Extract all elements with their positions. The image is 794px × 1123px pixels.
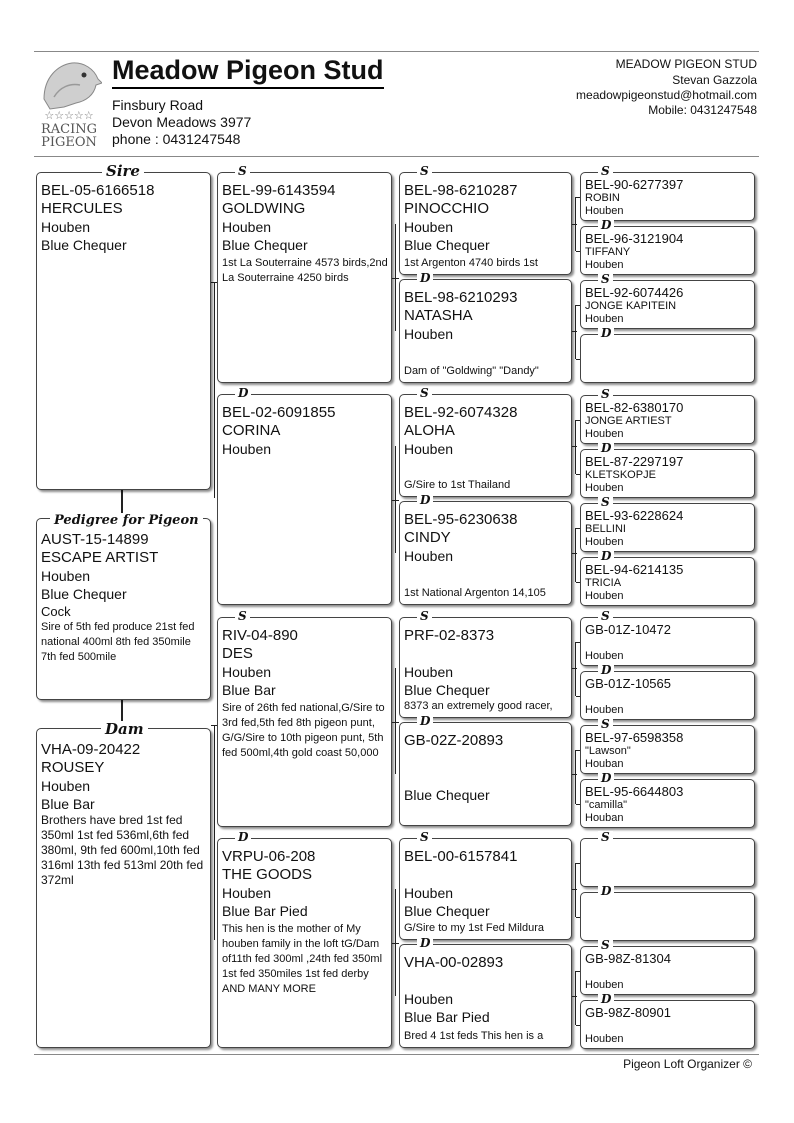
gen4-box-1[interactable] xyxy=(580,226,755,275)
gen4-strain: Houben xyxy=(585,259,624,271)
gen2-box-0[interactable] xyxy=(217,172,392,383)
gen4-box-4[interactable] xyxy=(580,395,755,444)
gen4-box-5[interactable] xyxy=(580,449,755,498)
gen3-box-2[interactable] xyxy=(399,394,572,497)
subject-box[interactable] xyxy=(36,518,211,700)
gen4-name xyxy=(585,966,751,979)
connector-gen1-dam-v xyxy=(214,725,215,940)
gen4-ring: BEL-95-6644803 xyxy=(585,784,684,799)
dam-heading: Dam xyxy=(101,721,148,737)
header-bottom-rule xyxy=(34,156,759,157)
subject-notes: Sire of 5th fed produce 21st fed national 400ml 8th fed 350mile 7th fed 500mile xyxy=(41,621,195,663)
gen3-notes: Bred 4 1st feds This hen is a xyxy=(404,1030,544,1042)
gen3-notes: 1st Argenton 4740 birds 1st xyxy=(404,257,538,269)
dam-box[interactable] xyxy=(36,728,211,1048)
gen4-box-3[interactable] xyxy=(580,334,755,383)
gen3-notes: Dam of "Goldwing" "Dandy" xyxy=(404,365,539,377)
connector-gen4-10 xyxy=(576,750,580,751)
gen4-strain: Houban xyxy=(585,758,624,770)
gen2-notes: Sire of 26th fed national,G/Sire to 3rd fed,5th fed 8th pigeon punt, G/G/Sire to 10th pigeon punt, 5th fed 500ml,4th gold coast 50,000 xyxy=(222,702,385,759)
gen3-sex-label-3: D xyxy=(417,494,433,506)
gen2-colour: Blue Bar Pied xyxy=(222,903,308,919)
gen2-sex-label-3: D xyxy=(235,831,251,843)
connector-gen4-11 xyxy=(576,804,580,805)
gen2-name: GOLDWING xyxy=(222,200,306,217)
connector-gen2-v-3 xyxy=(395,889,396,996)
gen2-box-3[interactable] xyxy=(217,838,392,1048)
address-line-1: Finsbury Road xyxy=(112,97,204,113)
top-rule xyxy=(34,51,759,52)
mobile: Mobile: 0431247548 xyxy=(648,103,757,117)
gen3-strain xyxy=(404,768,568,786)
gen4-name: "camilla" xyxy=(585,799,628,811)
gen2-ring: BEL-02-6091855 xyxy=(222,404,336,421)
gen2-sex-label-2: S xyxy=(235,610,250,622)
gen3-colour: Blue Chequer xyxy=(404,237,490,253)
stud-title: Meadow Pigeon Stud xyxy=(112,55,384,89)
gen2-name: DES xyxy=(222,645,253,662)
gen3-name: PINOCCHIO xyxy=(404,200,490,217)
gen3-sex-label-2: S xyxy=(417,387,432,399)
connector-gen4-3 xyxy=(576,359,580,360)
connector-gen4-5 xyxy=(576,474,580,475)
gen3-colour: Blue Chequer xyxy=(404,682,490,698)
gen4-box-15[interactable] xyxy=(580,1000,755,1049)
subject-colour: Blue Chequer xyxy=(41,586,127,602)
gen4-box-2[interactable] xyxy=(580,280,755,329)
sire-strain: Houben xyxy=(41,219,91,235)
gen3-colour: Blue Chequer xyxy=(404,787,490,803)
pedigree-for-heading: Pedigree for Pigeon xyxy=(50,513,203,529)
racing-pigeon-logo xyxy=(36,57,102,147)
gen3-ring: PRF-02-8373 xyxy=(404,627,495,644)
gen4-strain: Houban xyxy=(585,812,624,824)
gen3-colour: Blue Bar Pied xyxy=(404,1009,490,1025)
connector-gen4-2 xyxy=(576,305,580,306)
gen4-strain: Houben xyxy=(585,1033,624,1045)
sire-name: HERCULES xyxy=(41,200,123,217)
gen4-box-14[interactable] xyxy=(580,946,755,995)
gen4-name xyxy=(585,897,751,910)
gen3-sex-label-7: D xyxy=(417,937,433,949)
gen2-colour: Blue Bar xyxy=(222,682,276,698)
gen3-notes: G/Sire to 1st Thailand xyxy=(404,479,511,491)
gen4-box-12[interactable] xyxy=(580,838,755,887)
gen4-box-7[interactable] xyxy=(580,557,755,606)
connector-gen4-15 xyxy=(576,1025,580,1026)
gen3-notes: 1st National Argenton 14,105 xyxy=(404,587,546,599)
connector-gen4-1 xyxy=(576,251,580,252)
gen3-box-3[interactable] xyxy=(399,501,572,605)
gen3-name: CINDY xyxy=(404,529,451,546)
gen2-strain: Houben xyxy=(222,219,272,235)
gen4-name xyxy=(585,691,751,704)
gen4-ring: GB-01Z-10565 xyxy=(585,676,671,691)
gen4-strain: Houben xyxy=(585,590,624,602)
footer-rule xyxy=(34,1054,759,1055)
gen3-sex-label-0: S xyxy=(417,165,432,177)
gen3-name: ALOHA xyxy=(404,422,455,439)
dam-colour: Blue Bar xyxy=(41,796,95,812)
connector-gen3-v-6 xyxy=(575,863,576,917)
subject-ring: AUST-15-14899 xyxy=(41,531,149,548)
connector-gen4-7 xyxy=(576,582,580,583)
connector-gen3-v-5 xyxy=(575,750,576,804)
gen3-name xyxy=(404,645,568,663)
connector-gen2-v-1 xyxy=(395,446,396,553)
stud-name-right: MEADOW PIGEON STUD xyxy=(615,57,757,71)
gen4-sex-label-0: S xyxy=(598,165,613,177)
gen4-sex-label-14: S xyxy=(598,939,613,951)
gen3-sex-label-5: D xyxy=(417,715,433,727)
gen3-strain: Houben xyxy=(404,219,454,235)
svg-text:☆☆☆☆☆: ☆☆☆☆☆ xyxy=(44,109,94,122)
gen3-name xyxy=(404,866,568,884)
gen4-box-13[interactable] xyxy=(580,892,755,941)
gen4-ring: BEL-87-2297197 xyxy=(585,454,684,469)
gen4-strain: Houben xyxy=(585,482,624,494)
gen4-box-9[interactable] xyxy=(580,671,755,720)
gen4-ring: BEL-92-6074426 xyxy=(585,285,684,300)
gen3-ring: GB-02Z-20893 xyxy=(404,732,504,749)
gen3-colour xyxy=(404,458,568,476)
gen4-sex-label-6: S xyxy=(598,496,613,508)
connector-gen3-v-1 xyxy=(575,305,576,359)
gen4-sex-label-12: S xyxy=(598,831,613,843)
gen2-notes: 1st La Souterraine 4573 birds,2nd La Souterraine 4250 birds xyxy=(222,257,388,284)
gen4-ring: BEL-90-6277397 xyxy=(585,177,684,192)
owner-name: Stevan Gazzola xyxy=(672,73,757,87)
gen4-box-8[interactable] xyxy=(580,617,755,666)
gen4-sex-label-3: D xyxy=(598,327,614,339)
connector-gen4-9 xyxy=(576,696,580,697)
connector-gen3-v-4 xyxy=(575,642,576,696)
gen3-strain: Houben xyxy=(404,991,454,1007)
gen3-name xyxy=(404,972,568,990)
gen2-colour: Blue Chequer xyxy=(222,237,308,253)
subject-name: ESCAPE ARTIST xyxy=(41,549,159,566)
gen4-sex-label-5: D xyxy=(598,442,614,454)
gen4-ring: GB-98Z-81304 xyxy=(585,951,671,966)
gen3-sex-label-4: S xyxy=(417,610,432,622)
connector-gen2-v-2 xyxy=(395,668,396,774)
gen2-sex-label-1: D xyxy=(235,387,251,399)
gen3-box-0[interactable] xyxy=(399,172,572,275)
gen3-ring: BEL-98-6210293 xyxy=(404,289,518,306)
gen4-ring: BEL-94-6214135 xyxy=(585,562,684,577)
gen2-strain: Houben xyxy=(222,441,272,457)
gen3-ring: BEL-95-6230638 xyxy=(404,511,518,528)
gen2-strain: Houben xyxy=(222,664,272,680)
gen3-box-7[interactable] xyxy=(399,944,572,1048)
gen3-ring: BEL-92-6074328 xyxy=(404,404,518,421)
gen2-ring: VRPU-06-208 xyxy=(222,848,316,865)
connector-gen4-0 xyxy=(576,197,580,198)
gen4-name xyxy=(585,637,751,650)
gen4-strain: Houben xyxy=(585,704,624,716)
gen4-sex-label-7: D xyxy=(598,550,614,562)
phone-line: phone : 0431247548 xyxy=(112,131,241,147)
connector-gen4-14 xyxy=(576,971,580,972)
gen4-sex-label-10: S xyxy=(598,718,613,730)
gen3-colour xyxy=(404,343,568,361)
gen4-name xyxy=(585,843,751,856)
gen2-ring: BEL-99-6143594 xyxy=(222,182,336,199)
gen3-ring: BEL-98-6210287 xyxy=(404,182,518,199)
sire-heading: Sire xyxy=(102,163,144,179)
gen4-sex-label-1: D xyxy=(598,219,614,231)
footer-credit: Pigeon Loft Organizer © xyxy=(623,1057,752,1071)
gen3-ring: VHA-00-02893 xyxy=(404,954,504,971)
sire-ring: BEL-05-6166518 xyxy=(41,182,155,199)
connector-gen3-v-7 xyxy=(575,971,576,1025)
dam-name: ROUSEY xyxy=(41,759,105,776)
gen3-strain: Houben xyxy=(404,548,454,564)
gen4-sex-label-4: S xyxy=(598,388,613,400)
subject-strain: Houben xyxy=(41,568,91,584)
email[interactable]: meadowpigeonstud@hotmail.com xyxy=(576,88,757,102)
gen2-box-1[interactable] xyxy=(217,394,392,605)
gen2-strain: Houben xyxy=(222,885,272,901)
gen3-strain: Houben xyxy=(404,885,454,901)
connector-gen3-v-2 xyxy=(575,420,576,474)
gen4-name: "Lawson" xyxy=(585,745,631,757)
gen4-sex-label-2: S xyxy=(598,273,613,285)
gen3-strain: Houben xyxy=(404,441,454,457)
gen4-name: JONGE ARTIEST xyxy=(585,415,672,427)
connector-gen4-12 xyxy=(576,863,580,864)
connector-gen3-v-0 xyxy=(575,197,576,251)
connector-gen2-v-0 xyxy=(395,224,396,331)
gen2-name: THE GOODS xyxy=(222,866,313,883)
gen3-sex-label-1: D xyxy=(417,272,433,284)
gen3-box-5[interactable] xyxy=(399,722,572,826)
gen3-notes: G/Sire to my 1st Fed Mildura xyxy=(404,922,544,934)
gen3-notes: 8373 an extremely good racer, xyxy=(404,700,553,712)
gen4-name: KLETSKOPJE xyxy=(585,469,656,481)
gen4-strain: Houben xyxy=(585,536,624,548)
gen3-ring: BEL-00-6157841 xyxy=(404,848,518,865)
gen4-name: BELLINI xyxy=(585,523,626,535)
gen4-sex-label-15: D xyxy=(598,993,614,1005)
sire-box[interactable] xyxy=(36,172,211,490)
gen2-sex-label-0: S xyxy=(235,165,250,177)
gen4-ring: BEL-97-6598358 xyxy=(585,730,684,745)
connector-gen4-6 xyxy=(576,528,580,529)
gen4-strain: Houben xyxy=(585,979,624,991)
gen4-strain: Houben xyxy=(585,205,624,217)
gen2-notes: This hen is the mother of My houben family in the loft tG/Dam of11th fed 300ml ,24th fed 350ml 1st fed 350miles 1st fed derby AND MANY MORE xyxy=(222,923,383,995)
gen4-strain: Houben xyxy=(585,428,624,440)
gen4-name: TIFFANY xyxy=(585,246,631,258)
gen4-sex-label-8: S xyxy=(598,610,613,622)
gen4-ring: BEL-96-3121904 xyxy=(585,231,684,246)
connector-gen4-4 xyxy=(576,420,580,421)
gen4-name xyxy=(585,1020,751,1033)
gen4-box-11[interactable] xyxy=(580,779,755,828)
gen3-colour: Blue Chequer xyxy=(404,903,490,919)
dam-notes: Brothers have bred 1st fed 350ml 1st fed 536ml,6th fed 380ml, 9th fed 600ml,10th fed 316ml 13th fed 513ml 20th fed 372ml xyxy=(41,813,204,887)
gen3-box-1[interactable] xyxy=(399,279,572,383)
subject-sex: Cock xyxy=(41,604,71,619)
sire-colour: Blue Chequer xyxy=(41,237,127,253)
gen4-name: JONGE KAPITEIN xyxy=(585,300,677,312)
gen4-ring: BEL-93-6228624 xyxy=(585,508,684,523)
connector-gen3-v-3 xyxy=(575,528,576,582)
gen4-sex-label-11: D xyxy=(598,772,614,784)
connector-gen4-13 xyxy=(576,917,580,918)
gen3-box-4[interactable] xyxy=(399,617,572,718)
dam-ring: VHA-09-20422 xyxy=(41,741,141,758)
gen4-box-10[interactable] xyxy=(580,725,755,774)
gen4-box-0[interactable] xyxy=(580,172,755,221)
gen4-name: ROBIN xyxy=(585,192,620,204)
svg-text:PIGEON: PIGEON xyxy=(41,135,97,147)
gen4-strain: Houben xyxy=(585,313,624,325)
gen3-name xyxy=(404,750,568,768)
gen3-strain: Houben xyxy=(404,326,454,342)
gen3-name: NATASHA xyxy=(404,307,473,324)
gen2-box-2[interactable] xyxy=(217,617,392,827)
gen4-box-6[interactable] xyxy=(580,503,755,552)
gen4-sex-label-9: D xyxy=(598,664,614,676)
gen4-name: TRICIA xyxy=(585,577,622,589)
address-line-2: Devon Meadows 3977 xyxy=(112,114,252,130)
gen4-strain: Houben xyxy=(585,650,624,662)
gen3-colour xyxy=(404,565,568,583)
dam-strain: Houben xyxy=(41,778,91,794)
connector-gen4-8 xyxy=(576,642,580,643)
gen3-sex-label-6: S xyxy=(417,831,432,843)
gen2-ring: RIV-04-890 xyxy=(222,627,298,644)
gen3-box-6[interactable] xyxy=(399,838,572,940)
gen4-ring: BEL-82-6380170 xyxy=(585,400,684,415)
gen3-strain: Houben xyxy=(404,664,454,680)
gen4-ring: GB-01Z-10472 xyxy=(585,622,671,637)
gen4-sex-label-13: D xyxy=(598,885,614,897)
gen4-name xyxy=(585,339,751,352)
svg-text:RACING: RACING xyxy=(40,122,98,137)
gen4-ring: GB-98Z-80901 xyxy=(585,1005,671,1020)
connector-gen1-sire-v xyxy=(214,282,215,498)
gen2-name: CORINA xyxy=(222,422,281,439)
